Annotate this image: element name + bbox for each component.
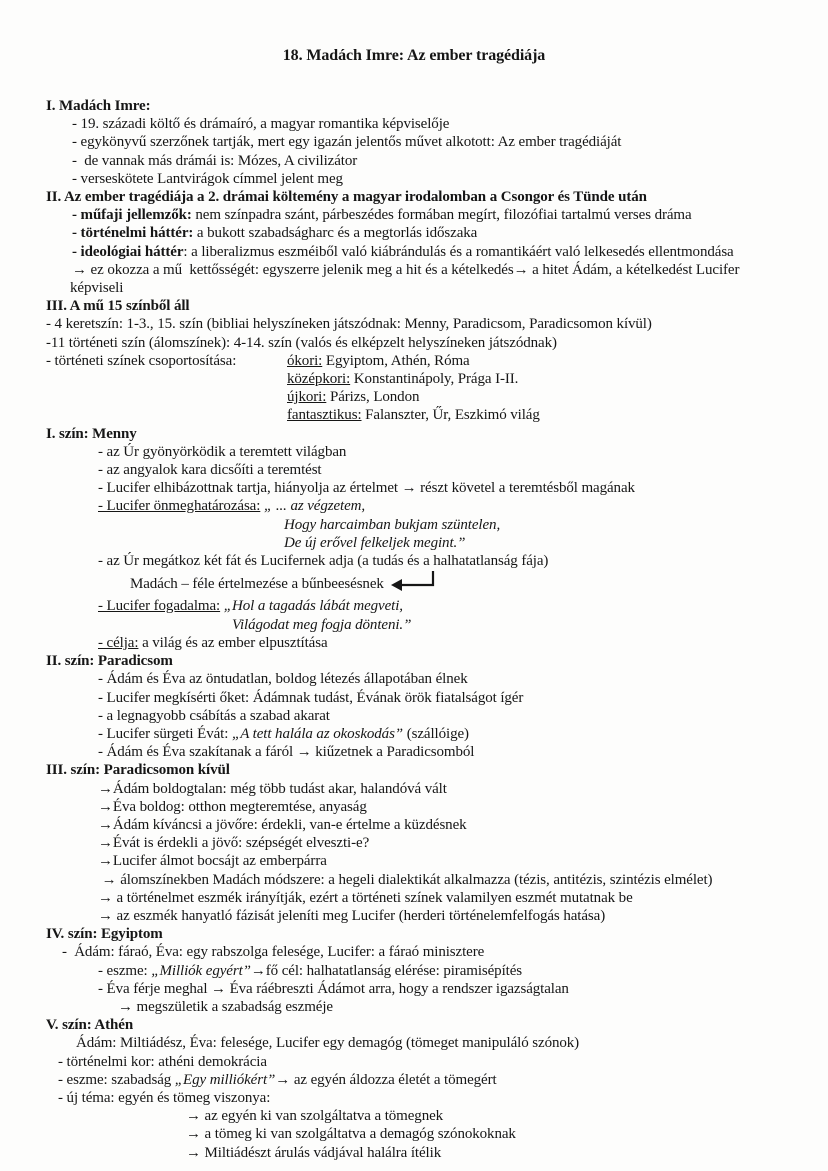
text-segment: III. A mű 15 színből áll [46,298,190,315]
text-line [46,406,828,424]
underlined-label: - Lucifer fogadalma: [98,598,221,615]
text-line [46,616,828,634]
section-heading [46,188,828,206]
text-segment: -11 történeti szín (álomszínek): 4-14. szín (valós és elképzelt helyszíneken játszódnak) [46,334,557,351]
text-segment: →fő cél: halhatatlanság elérése: piramisépítés [250,962,523,979]
text-segment: - történeti színek csoportosítása: [46,352,237,369]
text-segment: a bukott szabadságharc és a megtorlás időszaka [193,225,478,242]
text-segment: - eszme: szabadság [58,1071,175,1088]
text-segment: - az Úr gyönyörködik a teremtett világban [98,443,347,460]
text-line [46,370,828,388]
text-segment: →Ádám kíváncsi a jövőre: érdekli, van-e értelme a küzdésnek [98,816,467,833]
section-heading [46,652,828,670]
text-segment: IV. szín: Egyiptom [46,926,163,943]
text-segment: - 4 keretszín: 1-3., 15. szín (bibliai helyszíneken játszódnak: Menny, Paradicsom, Paradicsomon kívül) [46,316,652,333]
text-segment: - 19. századi költő és drámaíró, a magyar romantika képviselője [72,116,450,133]
text-segment: - Lucifer elhibázottnak tartja, hiányolja az értelmet → részt követel a teremtésből magának [98,480,635,497]
text-segment: → Miltiádészt árulás vádjával halálra ítélik [186,1144,442,1161]
text-segment: - ideológiai háttér [72,243,184,260]
section-heading [46,297,828,315]
text-segment: II. Az ember tragédiája a 2. drámai költemény a magyar irodalomban a Csongor és Tünde után [46,189,647,206]
text-line [46,670,828,688]
text-segment: → a történelmet eszmék irányítják, ezért a történeti színek valamilyen eszmét mutatnak be [98,889,633,906]
text-segment: - új téma: egyén és tömeg viszonya: [58,1089,271,1106]
text-segment: Falanszter, Űr, Eszkimó világ [361,407,540,424]
text-segment: → az egyén áldozza életét a tömegért [275,1071,497,1088]
text-segment: II. szín: Paradicsom [46,653,173,670]
section-heading [46,925,828,943]
text-segment: Egyiptom, Athén, Róma [322,352,470,369]
document-lines [46,97,828,1162]
text-segment: - de vannak más drámái is: Mózes, A civilizátor [72,152,358,169]
text-segment: nem színpadra szánt, párbeszédes formában megírt, filozófiai tartalmú verses dráma [191,207,692,224]
text-line [46,1089,828,1107]
text-line [46,998,828,1016]
text-line [46,115,828,133]
text-segment: - egykönyvű szerzőnek tartják, mert egy igazán jelentős művet alkotott: Az ember tragédiáját [72,134,622,151]
quote-text: „Egy milliókért” [174,1071,276,1088]
text-segment: → a tömeg ki van szolgáltatva a demagóg szónokoknak [186,1126,516,1143]
text-line [46,1053,828,1071]
quote-text: „Hol a tagadás lábát megveti, [223,598,403,615]
text-segment: képviseli [70,280,124,297]
text-line [46,479,828,497]
text-line [46,852,828,870]
text-segment: →Évát is érdekli a jövő: szépségét elveszti-e? [98,835,370,852]
text-segment: - Lucifer megkísérti őket: Ádámnak tudást, Évának örök fiatalságot ígér [98,689,524,706]
text-segment: →Ádám boldogtalan: még több tudást akar, halandóvá vált [98,780,447,797]
text-segment: →Éva boldog: otthon megteremtése, anyaság [98,798,367,815]
text-line [46,261,828,279]
text-line [46,243,828,261]
underlined-label: ókori: [287,352,323,369]
text-segment: - az Úr megátkoz két fát és Lucifernek adja (a tudás és a halhatatlanság fája) [98,553,549,570]
text-line [46,816,828,834]
text-line [46,352,828,370]
text-line [46,534,828,552]
return-arrow-icon [390,570,436,597]
quote-text: „A tett halála az okoskodás” [231,725,404,742]
text-line [46,516,828,534]
text-segment: III. szín: Paradicsomon kívül [46,762,230,779]
section-heading [46,1016,828,1034]
text-line [46,1034,828,1052]
section-heading [46,425,828,443]
text-line [46,388,828,406]
text-segment: Párizs, London [326,389,420,406]
text-line [46,780,828,798]
underlined-label: középkori: [287,371,351,388]
text-segment: - az angyalok kara dicsőíti a teremtést [98,462,322,479]
text-line [46,334,828,352]
text-segment: → az eszmék hanyatló fázisát jeleníti meg Lucifer (herderi történelemfelfogás hatása) [98,907,606,924]
underlined-label: fantasztikus: [287,407,362,424]
text-segment: - Ádám és Éva az öntudatlan, boldog létezés állapotában élnek [98,671,468,688]
text-line [46,889,828,907]
text-line [46,279,828,297]
text-segment: → álomszínekben Madách módszere: a hegeli dialektikát alkalmazza (tézis, antitézis, szintézis elmélet) [98,871,713,888]
text-line [46,962,828,980]
text-line [46,133,828,151]
text-segment: - műfaji jellemzők: [72,207,192,224]
text-segment: →Lucifer álmot bocsájt az emberpárra [98,853,327,870]
text-segment: - verseskötete Lantvirágok címmel jelent meg [72,170,343,187]
underlined-label: - Lucifer önmeghatározása: [98,498,261,515]
underlined-label: újkori: [287,389,327,406]
quote-text: „Milliók egyért” [151,962,251,979]
text-segment: - a legnagyobb csábítás a szabad akarat [98,707,330,724]
text-segment: - eszme: [98,962,152,979]
text-segment: (szállóige) [403,725,469,742]
text-line [46,443,828,461]
text-line [46,943,828,961]
document-title: 18. Madách Imre: Az ember tragédiája [282,47,546,64]
text-segment: - történelmi háttér: [72,225,194,242]
text-line [46,1107,828,1125]
text-segment: - Éva férje meghal → Éva ráébreszti Ádámot arra, hogy a rendszer igazságtalan [98,980,569,997]
quote-text: Hogy harcaimban bukjam szüntelen, [284,516,501,533]
text-line [46,597,828,615]
text-line [46,689,828,707]
text-line [46,743,828,761]
text-segment: I. Madách Imre: [46,98,151,114]
text-line [46,907,828,925]
text-segment: I. szín: Menny [46,425,137,442]
text-line [46,461,828,479]
text-line [46,570,828,597]
text-segment: Konstantinápoly, Prága I-II. [350,371,519,388]
text-segment: V. szín: Athén [46,1017,134,1034]
quote-text: Világodat meg fogja dönteni.” [232,616,412,633]
text-line [46,725,828,743]
underlined-label: - célja: [98,634,139,651]
text-line [46,152,828,170]
text-line [46,170,828,188]
tabbed-column [287,352,470,370]
section-heading [46,97,828,115]
section-heading [46,761,828,779]
text-line [46,798,828,816]
text-line [46,1125,828,1143]
text-segment: - történelmi kor: athéni demokrácia [58,1053,267,1070]
text-line [46,315,828,333]
text-line [46,871,828,889]
quote-text: „ ... az végzetem, [263,498,366,515]
text-segment: → az egyén ki van szolgáltatva a tömegnek [186,1108,444,1125]
text-segment: Madách – féle értelmezése a bűnbeesésnek [130,576,384,593]
text-line [46,980,828,998]
text-line [46,1071,828,1089]
text-segment: a világ és az ember elpusztítása [138,634,328,651]
text-line [46,1144,828,1162]
text-line [46,707,828,725]
text-segment: - Lucifer sürgeti Évát: [98,725,232,742]
text-segment: - Ádám: fáraó, Éva: egy rabszolga felesége, Lucifer: a fáraó minisztere [62,944,485,961]
text-line [46,224,828,242]
text-line [46,834,828,852]
text-line [46,634,828,652]
text-segment: : a liberalizmus eszméiből való kiábrándulás és a romantikáért való lelkesedés ellentmondása [183,243,734,260]
text-segment: Ádám: Miltiádész, Éva: felesége, Lucifer egy demagóg (tömeget manipuláló szónok) [76,1035,580,1052]
text-line [46,206,828,224]
text-segment: → megszületik a szabadság eszméje [118,998,333,1015]
text-line [46,552,828,570]
text-segment: → ez okozza a mű kettősségét: egyszerre jelenik meg a hit és a kételkedés→ a hitet Ádám, a kételkedést Lucifer [72,261,740,278]
text-line [46,497,828,515]
text-segment: - Ádám és Éva szakítanak a fáról → kiűzetnek a Paradicsomból [98,744,475,761]
quote-text: De új erővel felkeljek megint.” [284,534,466,551]
